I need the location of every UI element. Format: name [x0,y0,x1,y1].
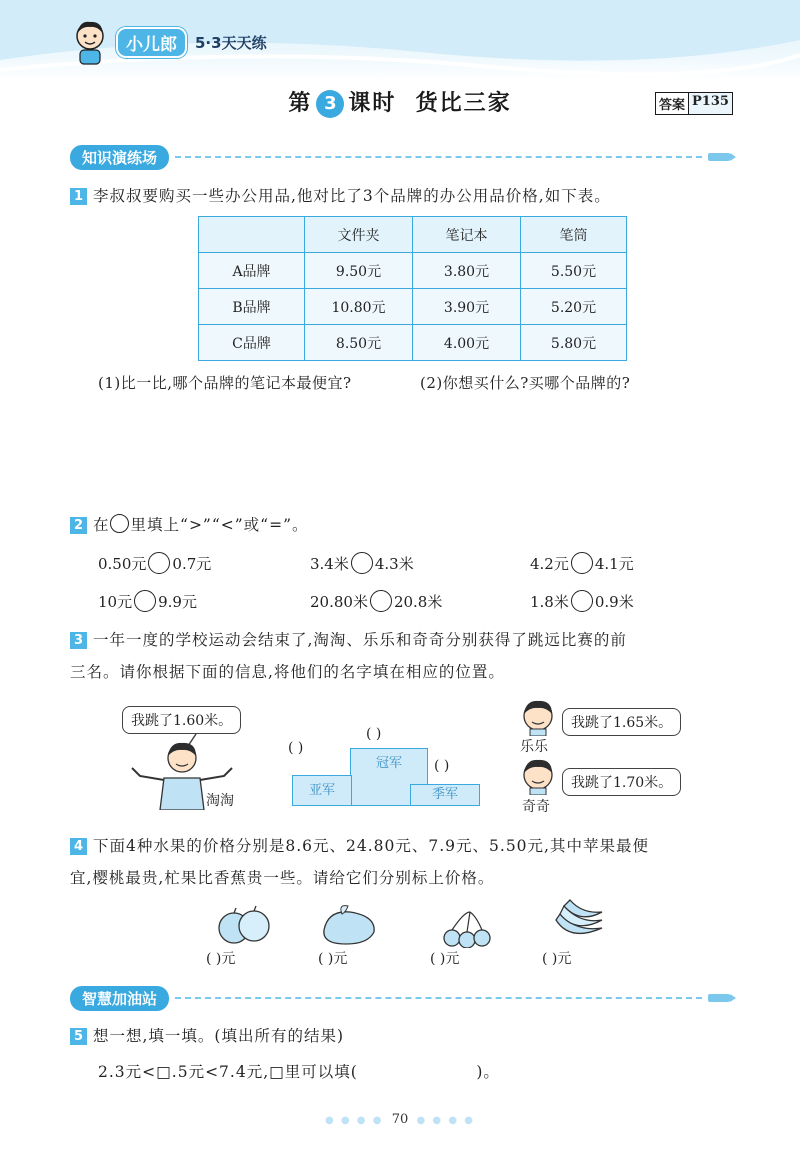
apple-icon [216,904,272,946]
lesson-number: 3 [316,90,344,118]
question-text-after: 里填上“>”“<”或“=”。 [130,516,309,534]
table-cell: 9.50元 [305,253,413,289]
section-boost [70,986,730,1010]
question-number: 3 [70,632,87,649]
question-number: 2 [70,517,87,534]
question-5 [70,1020,730,1052]
table-cell: 5.20元 [521,289,627,325]
speech-bubble-qiqi: 我跳了1.70米。 [562,768,681,796]
section-boost-label: 智慧加油站 [70,986,169,1011]
table-cell: 4.00元 [413,325,521,361]
compare-item [98,552,211,574]
table-header [199,217,305,253]
table-cell: 8.50元 [305,325,413,361]
table-cell: 5.50元 [521,253,627,289]
question-number: 1 [70,188,87,205]
answer-circle[interactable] [351,552,373,574]
section-practice [70,145,730,169]
question-line-2: 宜,樱桃最贵,杧果比香蕉贵一些。请给它们分别标上价格。 [70,869,495,887]
compare-right: 20.8米 [393,592,443,611]
brand [72,18,267,66]
title-prefix: 第 [288,91,313,116]
divider [175,997,702,999]
boy-qiqi-icon [520,755,556,795]
speech-bubble-taotao: 我跳了1.60米。 [122,706,241,734]
table-cell: A品牌 [199,253,305,289]
compare-item [310,552,414,574]
question-5-expression: 2.3元<□.5元<7.4元,□里可以填( )。 [98,1063,500,1081]
podium-second: 亚军 [292,775,352,806]
price-blank-cherry[interactable]: ( )元 [430,951,460,967]
question-number: 4 [70,838,87,855]
table-row [199,253,627,289]
podium-first: 冠军 [350,748,428,806]
section-practice-label: 知识演练场 [70,145,169,170]
blank-first: ( ) [366,726,382,742]
question-3 [70,624,730,688]
podium-third: 季军 [410,784,480,806]
question-2 [70,509,730,541]
answer-label: 答案 [659,98,686,113]
pencil-icon [708,994,730,1002]
question-text: 想一想,填一填。(填出所有的结果) [93,1027,345,1045]
compare-right: 0.7元 [172,554,212,573]
table-cell: 5.80元 [521,325,627,361]
compare-left: 4.2元 [530,554,569,573]
compare-left: 0.50元 [98,554,147,573]
answer-reference [655,92,733,115]
blank-second: ( ) [288,740,304,756]
circle-icon [110,514,129,533]
speech-bubble-lele: 我跳了1.65米。 [562,708,681,736]
answer-circle[interactable] [134,590,156,612]
subquestion-2: (2)你想买什么?买哪个品牌的? [420,374,631,392]
table-header: 笔记本 [413,217,521,253]
question-line-1: 一年一度的学校运动会结束了,淘淘、乐乐和奇奇分别获得了跳远比赛的前 [93,631,627,649]
page-number: 70 [391,1112,409,1127]
subquestion-1: (1)比一比,哪个品牌的笔记本最便宜? [98,374,352,392]
compare-right: 4.3米 [374,554,414,573]
table-cell: C品牌 [199,325,305,361]
table-row [199,289,627,325]
answer-circle[interactable] [571,590,593,612]
compare-left: 20.80米 [310,592,368,611]
question-line-1: 下面4种水果的价格分别是8.6元、24.80元、7.9元、5.50元,其中苹果最便 [93,837,649,855]
question-text: 李叔叔要购买一些办公用品,他对比了3个品牌的办公用品价格,如下表。 [93,187,611,205]
price-blank-banana[interactable]: ( )元 [542,951,572,967]
table-header: 文件夹 [305,217,413,253]
page-footer [0,1112,800,1127]
dots-right: ● ● ● ● [416,1115,475,1126]
compare-right: 4.1元 [594,554,634,573]
compare-right: 0.9米 [594,592,634,611]
answer-circle[interactable] [148,552,170,574]
answer-circle[interactable] [370,590,392,612]
compare-item [530,590,634,612]
question-1 [70,180,730,212]
price-table [198,216,627,361]
compare-left: 1.8米 [530,592,569,611]
table-cell: B品牌 [199,289,305,325]
divider [175,156,702,158]
cherry-icon [440,910,494,948]
table-cell: 3.80元 [413,253,521,289]
name-qiqi: 奇奇 [522,799,550,815]
compare-left: 3.4米 [310,554,349,573]
table-header-row [199,217,627,253]
mascot-icon [72,18,108,66]
mango-icon [318,902,380,946]
table-cell: 10.80元 [305,289,413,325]
name-taotao: 淘淘 [206,793,234,809]
price-blank-apple[interactable]: ( )元 [206,951,236,967]
compare-item [98,590,197,612]
dots-left: ● ● ● ● [325,1115,384,1126]
series-name: 5·3天天练 [195,33,267,52]
pencil-icon [708,153,730,161]
answer-page: P135 [688,93,732,114]
boy-lele-icon [520,696,556,736]
question-number: 5 [70,1028,87,1045]
answer-circle[interactable] [571,552,593,574]
question-text-before: 在 [93,516,110,534]
compare-item [310,590,442,612]
question-4 [70,830,730,894]
table-cell: 3.90元 [413,289,521,325]
title-suffix: 课时 货比三家 [348,91,512,116]
compare-item [530,552,634,574]
name-lele: 乐乐 [520,739,548,755]
compare-left: 10元 [98,592,133,611]
price-blank-mango[interactable]: ( )元 [318,951,348,967]
question-line-2: 三名。请你根据下面的信息,将他们的名字填在相应的位置。 [70,663,505,681]
table-row [199,325,627,361]
compare-right: 9.9元 [158,592,197,611]
brand-logo: 小儿郎 [116,27,187,58]
blank-third: ( ) [434,758,450,774]
banana-icon [552,898,608,946]
table-header: 笔筒 [521,217,627,253]
